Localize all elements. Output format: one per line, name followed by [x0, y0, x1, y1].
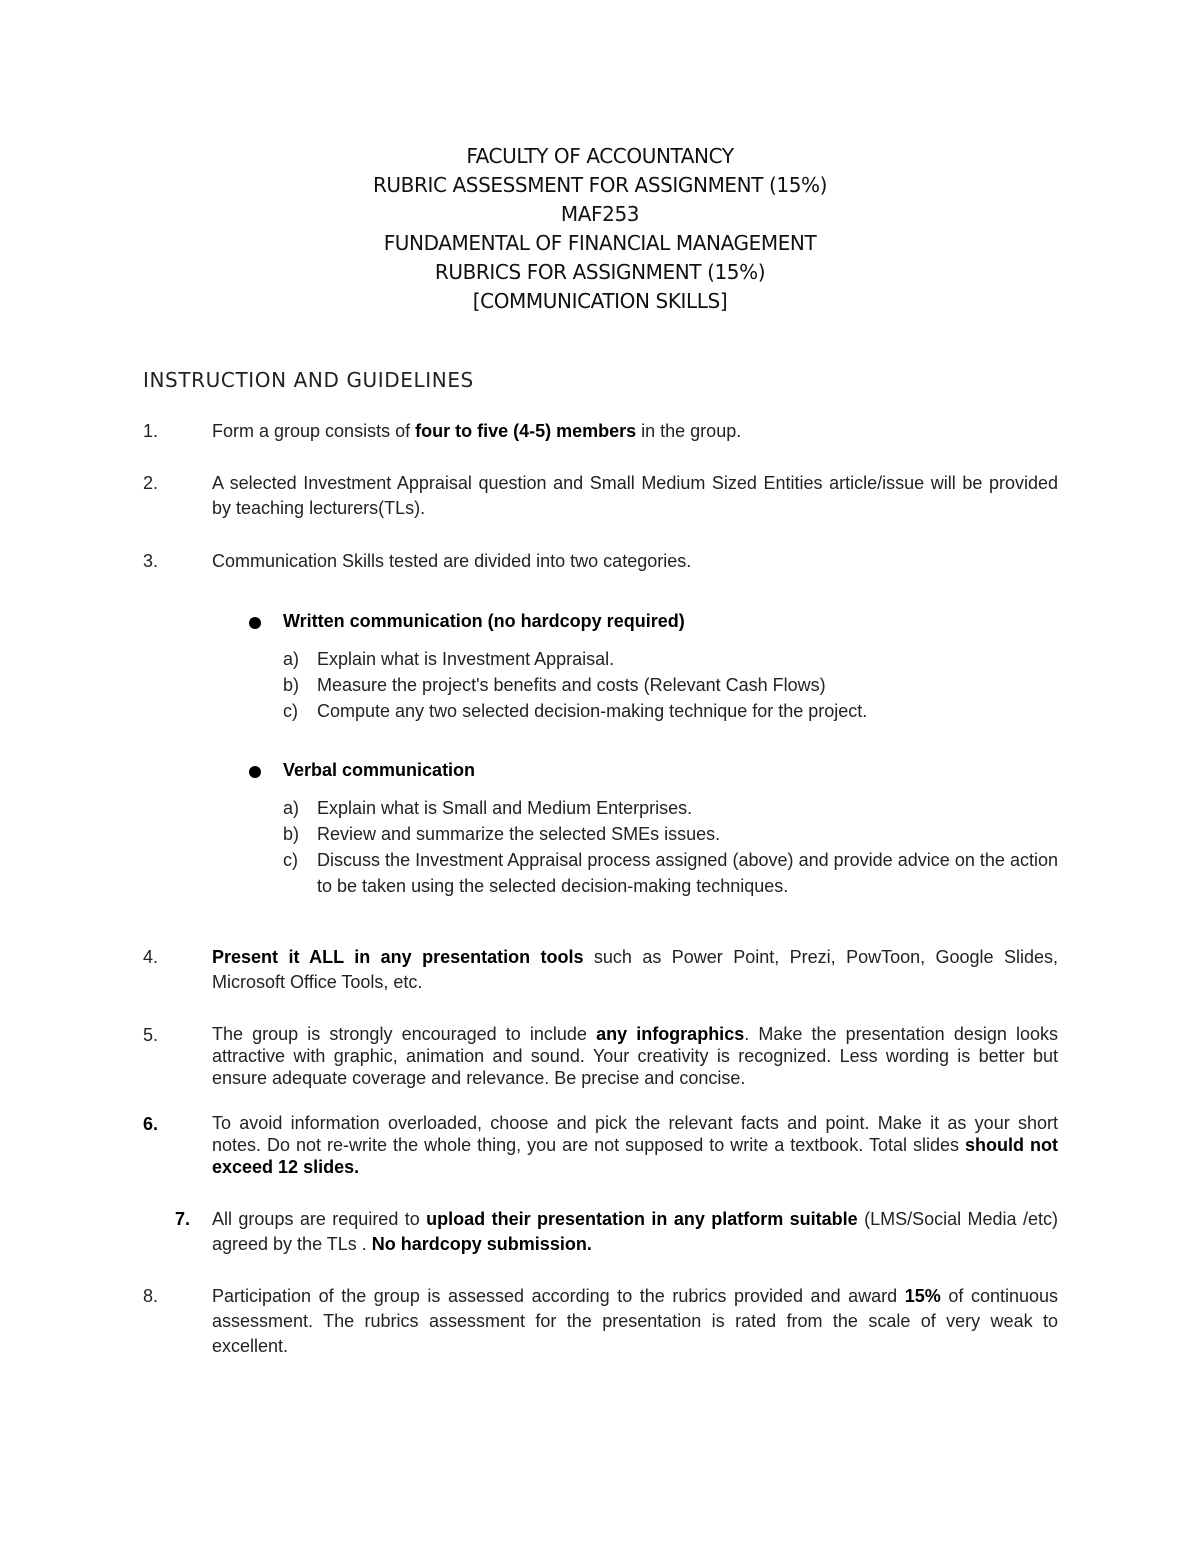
item-text: Form a group consists of four to five (4-5) members in the group.	[212, 421, 742, 441]
item-text: Participation of the group is assessed according to the rubrics provided and award 15% of continuous assessment. The rubrics assessment for the presentation is rated from the scale of very weak to excellent.	[212, 1286, 1059, 1356]
subitem: b) Review and summarize the selected SMEs issues.	[283, 824, 721, 844]
course-name: FUNDAMENTAL OF FINANCIAL MANAGEMENT	[383, 231, 817, 255]
section-heading: INSTRUCTION AND GUIDELINES	[143, 368, 474, 392]
subitem: c) Discuss the Investment Appraisal process assigned (above) and provide advice on the action to be taken using the selected decision-making techniques.	[283, 850, 1058, 896]
item-text: All groups are required to upload their presentation in any platform suitable (LMS/Social Media /etc) agreed by the TLs . No hardcopy submission.	[212, 1209, 1058, 1254]
instruction-item-4	[143, 945, 1058, 995]
category-written	[249, 611, 685, 632]
category-title: Verbal communication	[283, 760, 476, 780]
item-number: 1.	[143, 421, 159, 441]
course-code: MAF253	[560, 202, 640, 226]
subitem: a) Explain what is Investment Appraisal.	[283, 649, 615, 669]
item-text: Communication Skills tested are divided into two categories.	[212, 551, 692, 571]
rubrics-title: RUBRICS FOR ASSIGNMENT (15%)	[434, 260, 766, 284]
item-text: To avoid information overloaded, choose and pick the relevant facts and point. Make it as your short notes. Do not re-write the whole thing, you are not supposed to write a textbook. Total slides should not exceed 12 slides.	[212, 1113, 1058, 1177]
item-text: The group is strongly encouraged to include any infographics. Make the presentation design looks attractive with graphic, animation and sound. Your creativity is recognized. Less wording is better but ensure adequate coverage and relevance. Be precise and concise.	[212, 1024, 1058, 1088]
subitem: c) Compute any two selected decision-making technique for the project.	[283, 701, 868, 721]
item-number: 2.	[143, 473, 159, 493]
item-number: 4.	[143, 947, 159, 967]
item-text: A selected Investment Appraisal question and Small Medium Sized Entities article/issue will be provided by teaching lecturers(TLs).	[212, 473, 1058, 518]
instruction-item-1	[143, 419, 1058, 444]
item-text: Present it ALL in any presentation tools such as Power Point, Prezi, PowToon, Google Slides, Microsoft Office Tools, etc.	[212, 947, 1059, 992]
skills-title: [COMMUNICATION SKILLS]	[472, 289, 728, 313]
category-verbal	[249, 760, 475, 781]
subitem: b) Measure the project's benefits and costs (Relevant Cash Flows)	[283, 675, 826, 695]
item-number: 6.	[143, 1114, 159, 1134]
faculty-title: FACULTY OF ACCOUNTANCY	[466, 144, 734, 168]
instruction-item-8	[143, 1284, 1058, 1359]
item-number: 5.	[143, 1025, 159, 1045]
item-number: 8.	[143, 1286, 159, 1306]
instruction-item-5	[143, 1023, 1058, 1089]
bullet-icon	[249, 617, 261, 629]
subitem: a) Explain what is Small and Medium Enterprises.	[283, 798, 693, 818]
item-number: 3.	[143, 551, 159, 571]
document-title-block	[0, 142, 1200, 316]
bullet-icon	[249, 766, 261, 778]
category-title: Written communication (no hardcopy required)	[283, 611, 685, 631]
instruction-item-7	[143, 1207, 1058, 1257]
instruction-item-2	[143, 471, 1058, 521]
item-number: 7.	[175, 1209, 191, 1229]
instruction-item-3	[143, 549, 1058, 574]
instruction-item-6	[143, 1112, 1058, 1178]
rubric-title: RUBRIC ASSESSMENT FOR ASSIGNMENT (15%)	[372, 173, 828, 197]
